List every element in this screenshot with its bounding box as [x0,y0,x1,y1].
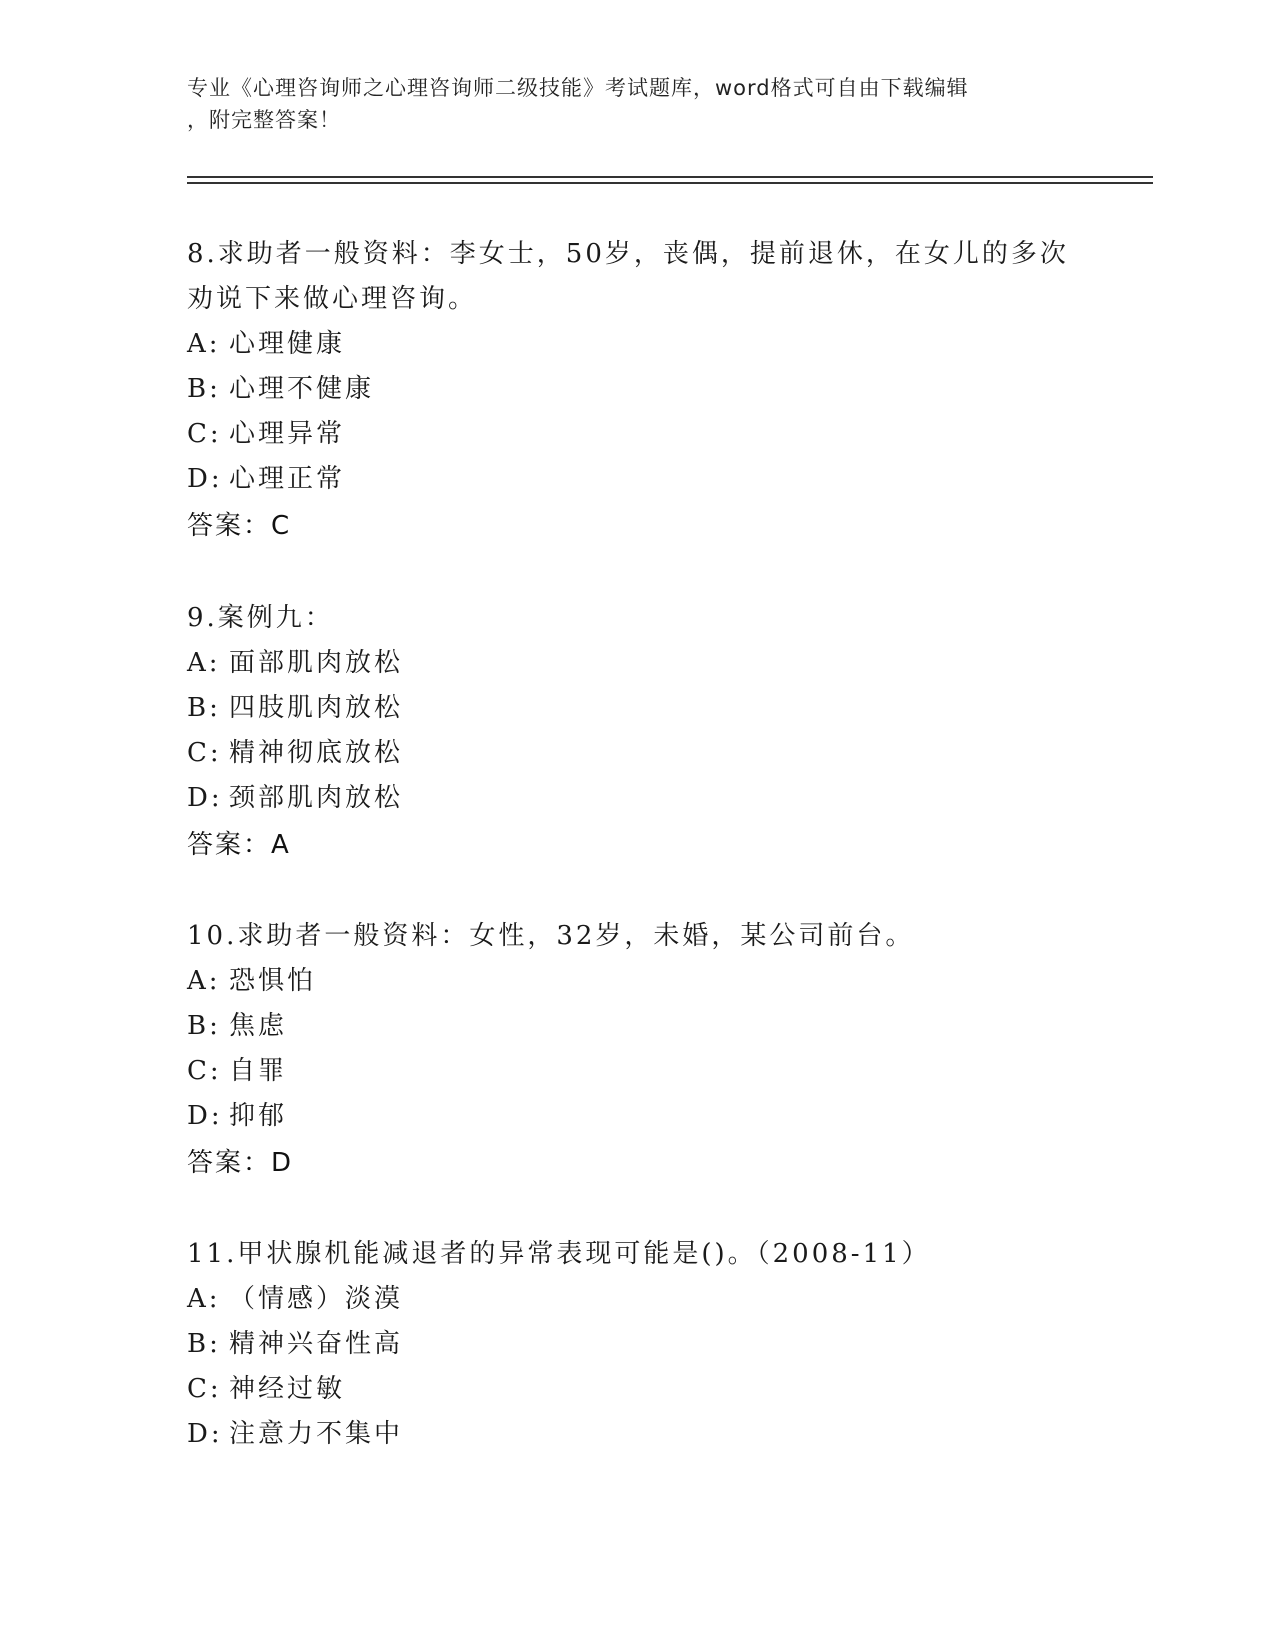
header-divider-bottom [187,182,1153,184]
question-stem-line-1: 8.求助者一般资料：李女士，50岁，丧偶，提前退休，在女儿的多次 [187,239,1069,269]
option-key: B: [187,374,221,404]
option-key: D: [187,1419,223,1449]
option-key: C: [187,738,222,768]
option-text: 心理异常 [229,419,346,449]
answer-line: 答案：D [187,1148,294,1178]
question-11 [187,1232,1087,1457]
header-divider-top [187,176,1153,178]
option-d [187,776,1087,821]
question-stem-line-2: 劝说下来做心理咨询。 [187,284,478,314]
option-text: 恐惧怕 [229,966,317,996]
question-stem-line-1: 10.求助者一般资料：女性，32岁，未婚，某公司前台。 [187,921,915,951]
option-a [187,959,1087,1004]
option-key: B: [187,1011,221,1041]
option-key: C: [187,1374,222,1404]
option-key: A: [187,329,221,359]
option-b [187,1004,1087,1049]
question-stem-line-1: 11.甲状腺机能减退者的异常表现可能是()。（2008-11） [187,1239,931,1269]
option-text: 颈部肌肉放松 [229,783,404,813]
answer-line: 答案：C [187,511,292,541]
option-d [187,1412,1087,1457]
option-b [187,367,1087,412]
option-key: A: [187,966,221,996]
option-a [187,641,1087,686]
option-c [187,1049,1087,1094]
header-line-2: ，附完整答案！ [187,108,341,132]
option-text: 面部肌肉放松 [229,648,404,678]
option-key: B: [187,693,221,723]
option-c [187,412,1087,457]
option-d [187,457,1087,502]
option-text: 注意力不集中 [229,1419,404,1449]
option-key: D: [187,1101,223,1131]
question-10 [187,914,1087,1187]
option-d [187,1094,1087,1139]
answer-line: 答案：A [187,830,291,860]
option-text: （情感）淡漠 [229,1284,404,1314]
option-text: 心理正常 [229,464,346,494]
option-text: 神经过敏 [229,1374,346,1404]
option-key: B: [187,1329,221,1359]
question-8 [187,232,1087,550]
option-text: 自罪 [229,1056,288,1086]
option-text: 四肢肌肉放松 [229,693,404,723]
option-text: 抑郁 [229,1101,288,1131]
option-key: A: [187,1284,221,1314]
question-9 [187,596,1087,869]
option-a [187,1277,1087,1322]
option-a [187,322,1087,367]
question-stem-line-1: 9.案例九： [187,603,334,633]
option-text: 精神彻底放松 [229,738,404,768]
option-key: C: [187,1056,222,1086]
option-key: D: [187,783,223,813]
option-c [187,731,1087,776]
option-text: 心理不健康 [229,374,375,404]
option-text: 焦虑 [229,1011,288,1041]
option-key: D: [187,464,223,494]
option-text: 心理健康 [229,329,346,359]
document-header [187,72,1067,136]
option-key: A: [187,648,221,678]
option-text: 精神兴奋性高 [229,1329,404,1359]
option-key: C: [187,419,222,449]
header-line-1: 专业《心理咨询师之心理咨询师二级技能》考试题库，word格式可自由下载编辑 [187,76,969,100]
option-b [187,686,1087,731]
option-c [187,1367,1087,1412]
option-b [187,1322,1087,1367]
